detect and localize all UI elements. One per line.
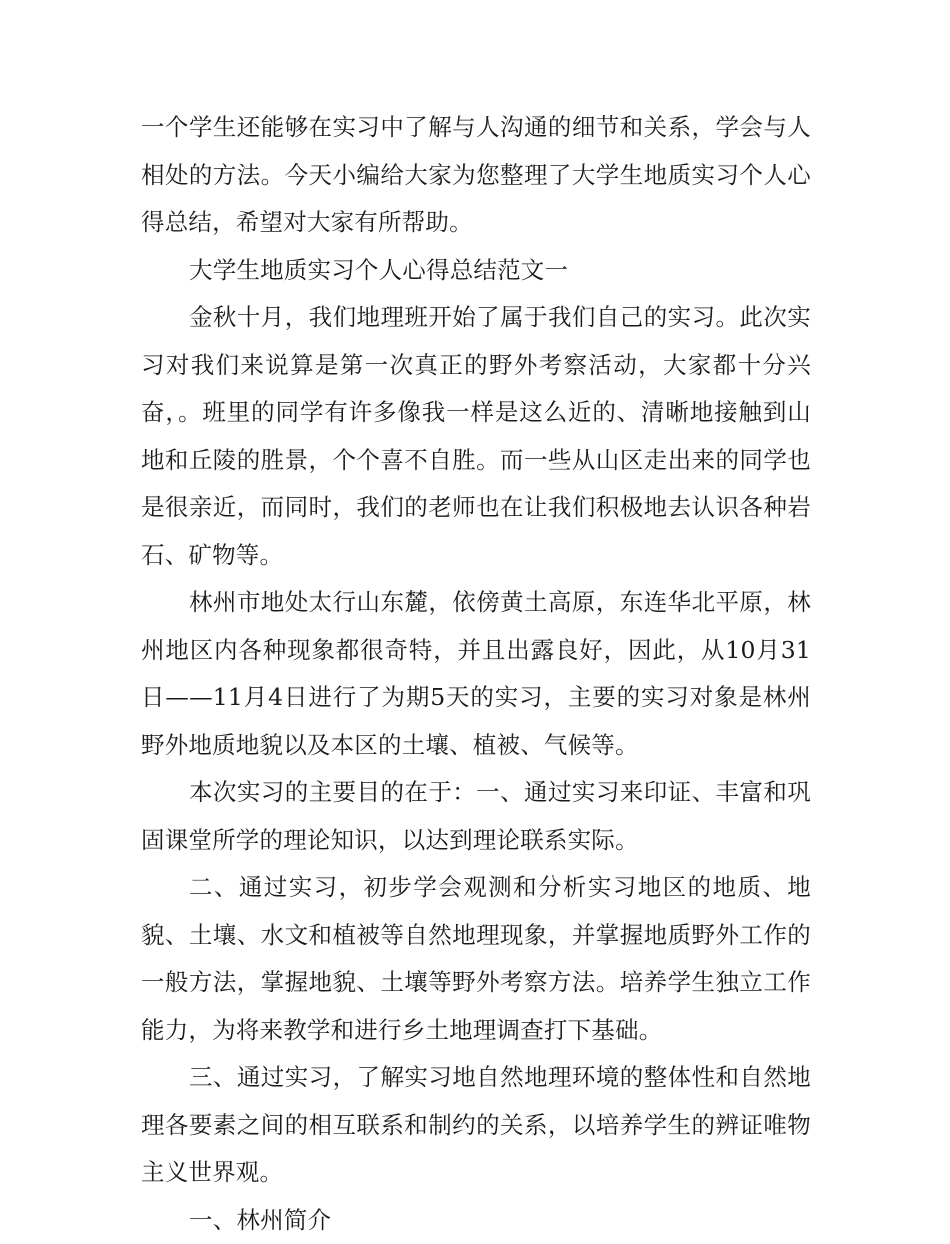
intro-paragraph: 一个学生还能够在实习中了解与人沟通的细节和关系，学会与人相处的方法。今天小编给大家为您整理了大学生地质实习个人心得总结，希望对大家有所帮助。 [141,104,811,247]
body-paragraph: 二、通过实习，初步学会观测和分析实习地区的地质、地貌、土壤、水文和植被等自然地理现象，并掌握地质野外工作的一般方法，掌握地貌、土壤等野外考察方法。培养学生独立工作能力，为将来教学和进行乡土地理调查打下基础。 [141,864,811,1054]
section-heading: 一、林州简介 [141,1197,811,1244]
section-title: 大学生地质实习个人心得总结范文一 [141,247,811,295]
document-body [141,104,811,1244]
body-paragraph: 三、通过实习，了解实习地自然地理环境的整体性和自然地理各要素之间的相互联系和制约的关系，以培养学生的辨证唯物主义世界观。 [141,1054,811,1197]
body-paragraph: 林州市地处太行山东麓，依傍黄土高原，东连华北平原，林州地区内各种现象都很奇特，并且出露良好，因此，从10月31日——11月4日进行了为期5天的实习，主要的实习对象是林州野外地质地貌以及本区的土壤、植被、气候等。 [141,579,811,769]
body-paragraph: 本次实习的主要目的在于：一、通过实习来印证、丰富和巩固课堂所学的理论知识，以达到理论联系实际。 [141,769,811,864]
body-paragraph: 金秋十月，我们地理班开始了属于我们自己的实习。此次实习对我们来说算是第一次真正的野外考察活动，大家都十分兴奋，。班里的同学有许多像我一样是这么近的、清晰地接触到山地和丘陵的胜景，个个喜不自胜。而一些从山区走出来的同学也是很亲近，而同时，我们的老师也在让我们积极地去认识各种岩石、矿物等。 [141,294,811,579]
